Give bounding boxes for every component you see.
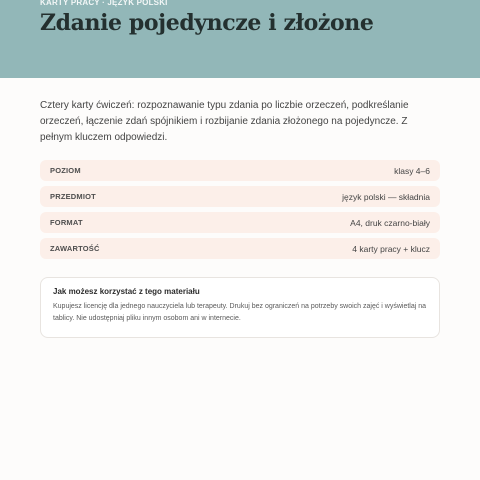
detail-value: A4, druk czarno-biały (350, 217, 430, 228)
detail-value: język polski — składnia (342, 191, 430, 202)
category-kicker: KARTY PRACY · JĘZYK POLSKI (40, 0, 168, 7)
detail-label: ZAWARTOŚĆ (50, 244, 100, 253)
page-title: Zdanie pojedyncze i złożone (40, 10, 374, 36)
detail-label: PRZEDMIOT (50, 192, 96, 201)
detail-row-level (40, 160, 440, 181)
license-text: Kupujesz licencję dla jednego nauczyciela lub terapeuty. Drukuj bez ograniczeń na potrzeby swoich zajęć i wyświetlaj na tablicy. Nie udostępniaj pliku innym osobom ani w internecie. (53, 303, 427, 322)
detail-row-subject (40, 186, 440, 207)
detail-value: klasy 4–6 (394, 165, 430, 176)
license-card (40, 277, 440, 338)
detail-label: POZIOM (50, 166, 81, 175)
detail-value: 4 karty pracy + klucz (352, 243, 430, 254)
product-details-list (40, 160, 440, 259)
header-banner (0, 0, 480, 78)
main-content (0, 78, 480, 338)
product-description: Cztery karty ćwiczeń: rozpoznawanie typu zdania po liczbie orzeczeń, podkreślanie orzeczeń, łączenie zdań spójnikiem i rozbijanie zdania złożonego na pojedyncze. Z pełnym kluczem odpowiedzi. (40, 100, 409, 143)
license-title: Jak możesz korzystać z tego materiału (53, 287, 200, 296)
detail-row-format (40, 212, 440, 233)
detail-row-contents (40, 238, 440, 259)
detail-label: FORMAT (50, 218, 83, 227)
